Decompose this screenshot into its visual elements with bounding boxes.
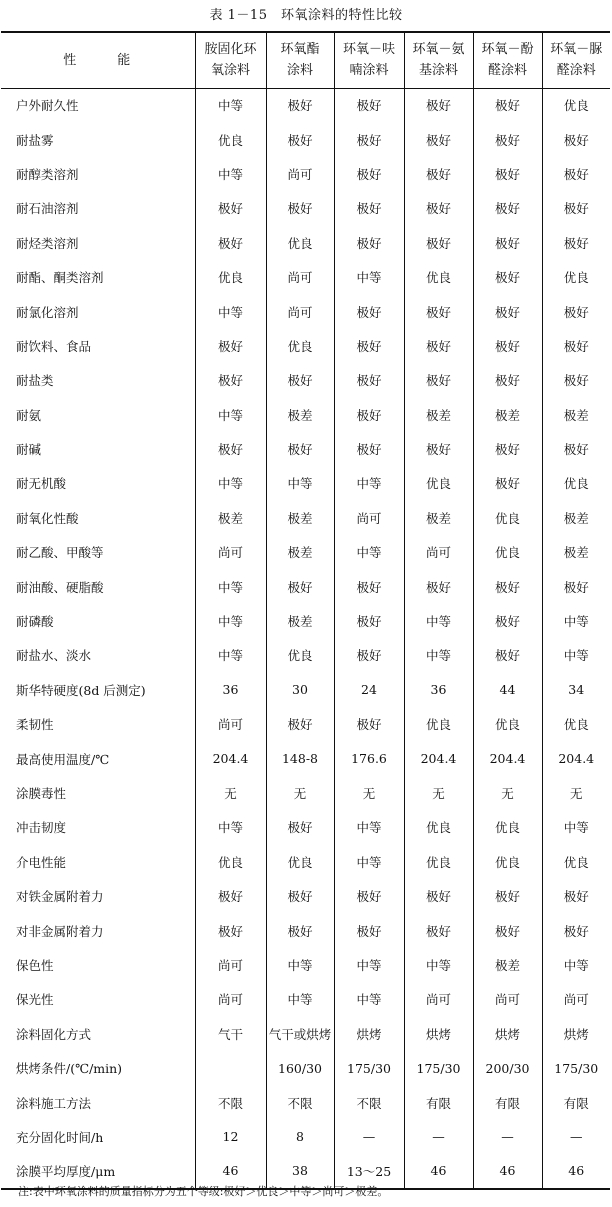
table-cell: 优良 <box>473 535 542 569</box>
table-row <box>1 707 610 741</box>
table-cell: 13～25 <box>334 1154 404 1188</box>
table-cell: 中等 <box>195 88 266 122</box>
table-cell: 极好 <box>542 432 610 466</box>
table-cell: 38 <box>266 1154 334 1188</box>
table-cell: 极好 <box>266 569 334 603</box>
table-cell: 烘烤 <box>473 1017 542 1051</box>
table-cell: 极好 <box>542 294 610 328</box>
table-cell: 极好 <box>195 913 266 947</box>
table-cell: 极好 <box>266 122 334 156</box>
table-row <box>1 604 610 638</box>
table-cell: 优良 <box>266 845 334 879</box>
table-cell: 无 <box>542 776 610 810</box>
table-cell: 极好 <box>404 329 473 363</box>
table-cell <box>195 1051 266 1085</box>
table-cell: 极好 <box>473 294 542 328</box>
table-cell: 尚可 <box>334 501 404 535</box>
table-cell: 46 <box>404 1154 473 1188</box>
table-cell: 极好 <box>266 191 334 225</box>
table-cell: 极好 <box>473 466 542 500</box>
table-cell: 极好 <box>404 226 473 260</box>
table-cell: — <box>334 1120 404 1154</box>
table-cell: 有限 <box>404 1085 473 1119</box>
header-line: 环氧酯 <box>280 42 320 58</box>
table-cell: 极好 <box>195 879 266 913</box>
table-cell: 极好 <box>473 432 542 466</box>
table-cell: 极好 <box>473 88 542 122</box>
row-property-label: 斯华特硬度(8d 后测定) <box>16 682 146 698</box>
row-property-label: 涂膜毒性 <box>16 786 67 801</box>
table-cell: 优良 <box>266 226 334 260</box>
header-line: 基涂料 <box>418 63 458 79</box>
table-cell: 极差 <box>266 535 334 569</box>
table-cell: 极好 <box>404 191 473 225</box>
table-cell: 尚可 <box>404 535 473 569</box>
table-cell: 中等 <box>195 157 266 191</box>
table-cell: 极好 <box>334 569 404 603</box>
table-row <box>1 810 610 844</box>
table-cell: 36 <box>404 673 473 707</box>
row-property-label: 柔韧性 <box>16 717 54 733</box>
row-property-label: 对铁金属附着力 <box>16 889 104 905</box>
header-line: 环氧－氨 <box>412 42 465 58</box>
header-line: 环氧－脲 <box>550 42 603 58</box>
table-cell: 极好 <box>334 879 404 913</box>
table-footnote: 注:表中环氧涂料的质量指标分为五个等级:极好＞优良＞中等＞尚可＞极差。 <box>18 1185 389 1198</box>
table-cell: 中等 <box>334 845 404 879</box>
header-property <box>1 32 195 88</box>
table-caption: 表 1－15 环氧涂料的特性比较 <box>209 8 403 23</box>
table-row <box>1 501 610 535</box>
table-cell: 极好 <box>473 191 542 225</box>
header-line: 醛涂料 <box>556 63 596 79</box>
row-property-label: 涂膜平均厚度/μm <box>1 1154 195 1188</box>
table-cell: 204.4 <box>473 741 542 775</box>
table-cell: 极好 <box>195 191 266 225</box>
table-cell: 极好 <box>266 879 334 913</box>
row-property-label: 耐氯化溶剂 <box>16 304 79 320</box>
table-cell: 极好 <box>473 157 542 191</box>
table-cell: 尚可 <box>195 948 266 982</box>
table-cell: 中等 <box>334 982 404 1016</box>
table-cell: 极好 <box>334 398 404 432</box>
table-row <box>1 1017 610 1051</box>
table-cell: 极好 <box>266 810 334 844</box>
table-cell: 优良 <box>404 260 473 294</box>
table-cell: 极好 <box>334 226 404 260</box>
table-cell: 尚可 <box>266 260 334 294</box>
table-cell: 极好 <box>195 329 266 363</box>
row-property-label: 冲击韧度 <box>16 820 67 836</box>
table-cell: 烘烤 <box>542 1017 610 1051</box>
table-cell: 优良 <box>473 845 542 879</box>
table-cell: 极好 <box>404 294 473 328</box>
table-cell: — <box>404 1120 473 1154</box>
table-cell: 极好 <box>195 363 266 397</box>
table-cell: 尚可 <box>195 707 266 741</box>
table-cell: 极好 <box>404 363 473 397</box>
table-cell: 烘烤 <box>334 1017 404 1051</box>
table-cell: 极好 <box>473 363 542 397</box>
row-property-label: 耐盐雾 <box>16 132 54 148</box>
table-cell: 优良 <box>473 810 542 844</box>
row-property-label: 烘烤条件/(℃/min) <box>16 1061 123 1077</box>
table-cell: 极好 <box>334 294 404 328</box>
table-row <box>1 1085 610 1119</box>
table-row <box>1 157 610 191</box>
table-cell: 极好 <box>542 363 610 397</box>
table-cell: 极好 <box>334 707 404 741</box>
table-cell: 中等 <box>195 638 266 672</box>
table-cell: 尚可 <box>195 982 266 1016</box>
table-cell: 烘烤 <box>404 1017 473 1051</box>
table-cell: 优良 <box>266 329 334 363</box>
table-cell: 中等 <box>334 535 404 569</box>
table-cell: 46 <box>195 1154 266 1188</box>
header-line: 环氧－酚 <box>481 42 534 58</box>
table-row <box>1 948 610 982</box>
table-cell: 尚可 <box>195 535 266 569</box>
table-cell: 极好 <box>542 569 610 603</box>
table-cell: 气干 <box>195 1017 266 1051</box>
table-cell: 极好 <box>473 122 542 156</box>
table-cell: 极好 <box>404 879 473 913</box>
table-cell: 极好 <box>473 329 542 363</box>
table-cell: 极好 <box>404 88 473 122</box>
table-cell: 极好 <box>334 638 404 672</box>
table-cell: 极好 <box>334 432 404 466</box>
table-row <box>1 535 610 569</box>
header-line: 环氧－呋 <box>342 42 395 58</box>
table-cell: 中等 <box>195 604 266 638</box>
table-cell: 极差 <box>542 535 610 569</box>
table-cell: 优良 <box>404 466 473 500</box>
table-cell: 优良 <box>542 466 610 500</box>
row-property-label: 涂料固化方式 <box>16 1026 92 1042</box>
table-cell: 有限 <box>473 1085 542 1119</box>
row-property-label: 耐磷酸 <box>16 614 54 630</box>
table-cell: 极差 <box>195 501 266 535</box>
table-cell: 中等 <box>542 638 610 672</box>
table-cell: 24 <box>334 673 404 707</box>
table-cell: 优良 <box>542 88 610 122</box>
table-cell: 中等 <box>195 466 266 500</box>
table-cell: 中等 <box>404 948 473 982</box>
table-cell: 无 <box>473 776 542 810</box>
table-cell: 极好 <box>334 88 404 122</box>
table-cell: 中等 <box>266 466 334 500</box>
table-cell: 中等 <box>195 569 266 603</box>
table-cell: 极好 <box>542 879 610 913</box>
table-cell: 极好 <box>404 157 473 191</box>
row-property-label: 耐烃类溶剂 <box>16 235 79 251</box>
table-cell: 200/30 <box>473 1051 542 1085</box>
table-cell: 极好 <box>542 122 610 156</box>
table-cell: 36 <box>195 673 266 707</box>
table-cell: 中等 <box>195 810 266 844</box>
table-cell: 极差 <box>473 398 542 432</box>
table-row <box>1 88 610 122</box>
table-cell: 极好 <box>542 329 610 363</box>
table-row <box>1 191 610 225</box>
table-cell: 极差 <box>542 398 610 432</box>
table-cell: 中等 <box>195 398 266 432</box>
table-cell: 中等 <box>334 260 404 294</box>
table-row <box>1 329 610 363</box>
table-cell: 极好 <box>473 604 542 638</box>
header-line: 性 能 <box>63 52 145 68</box>
header-amine-cured <box>195 32 266 88</box>
table-cell: 不限 <box>195 1085 266 1119</box>
table-cell: 中等 <box>195 294 266 328</box>
table-cell: 46 <box>542 1154 610 1188</box>
table-cell: 优良 <box>473 501 542 535</box>
table-cell: 8 <box>266 1120 334 1154</box>
table-cell: 极好 <box>473 226 542 260</box>
row-property-label: 耐油酸、硬脂酸 <box>16 579 104 595</box>
table-cell: 160/30 <box>266 1051 334 1085</box>
table-cell: 极差 <box>473 948 542 982</box>
table-cell: 极好 <box>473 879 542 913</box>
row-property-label: 保色性 <box>16 957 54 973</box>
table-cell: 优良 <box>404 707 473 741</box>
table-row <box>1 294 610 328</box>
header-line: 胺固化环 <box>204 42 257 58</box>
table-cell: 175/30 <box>542 1051 610 1085</box>
row-property-label: 耐石油溶剂 <box>16 201 79 217</box>
table-row <box>1 638 610 672</box>
table-cell: 极好 <box>266 88 334 122</box>
table-cell: 中等 <box>542 810 610 844</box>
table-cell: 无 <box>404 776 473 810</box>
table-cell: 极好 <box>266 363 334 397</box>
table-cell: 中等 <box>542 604 610 638</box>
table-cell: 176.6 <box>334 741 404 775</box>
table-cell: 极好 <box>473 638 542 672</box>
table-cell: 极好 <box>334 363 404 397</box>
table-cell: 204.4 <box>195 741 266 775</box>
row-property-label: 耐酯、酮类溶剂 <box>16 270 104 286</box>
table-cell: 极好 <box>473 260 542 294</box>
row-property-label: 耐盐类 <box>16 373 54 389</box>
table-cell: 中等 <box>334 810 404 844</box>
table-cell: 尚可 <box>404 982 473 1016</box>
table-cell: 中等 <box>404 604 473 638</box>
table-row <box>1 398 610 432</box>
table-cell: 气干或烘烤 <box>266 1017 334 1051</box>
table-cell: 极好 <box>266 432 334 466</box>
table-row <box>1 913 610 947</box>
table-cell: 极好 <box>334 604 404 638</box>
table-cell: 极差 <box>542 501 610 535</box>
table-cell: 12 <box>195 1120 266 1154</box>
table-cell: 尚可 <box>266 294 334 328</box>
table-cell: — <box>473 1120 542 1154</box>
header-epoxy-urea <box>542 32 610 88</box>
header-epoxy-amino <box>404 32 473 88</box>
table-cell: 中等 <box>266 948 334 982</box>
table-cell: 无 <box>334 776 404 810</box>
table-row <box>1 776 610 810</box>
table-cell: 极好 <box>334 157 404 191</box>
table-row <box>1 260 610 294</box>
table-cell: 极好 <box>542 157 610 191</box>
table-cell: 极好 <box>334 122 404 156</box>
table-cell: 极好 <box>473 913 542 947</box>
table-cell: 极差 <box>266 398 334 432</box>
table-cell: 极好 <box>542 191 610 225</box>
table-cell: — <box>542 1120 610 1154</box>
table-cell: 极好 <box>195 226 266 260</box>
header-epoxy-furan <box>334 32 404 88</box>
table-cell: 极好 <box>542 913 610 947</box>
table-cell: 优良 <box>195 260 266 294</box>
table-cell: 极好 <box>266 913 334 947</box>
table-cell: 204.4 <box>542 741 610 775</box>
row-property-label: 涂料施工方法 <box>16 1095 92 1111</box>
table-row <box>1 982 610 1016</box>
table-cell: 极好 <box>266 707 334 741</box>
table-cell: 极好 <box>404 913 473 947</box>
row-property-label: 耐氧化性酸 <box>16 510 79 526</box>
table-cell: 46 <box>473 1154 542 1188</box>
table-cell: 优良 <box>473 707 542 741</box>
header-line: 醛涂料 <box>487 63 527 79</box>
table-cell: 无 <box>266 776 334 810</box>
table-cell: 不限 <box>266 1085 334 1119</box>
table-row <box>1 122 610 156</box>
table-header-row <box>1 32 610 88</box>
table-cell: 148-8 <box>266 741 334 775</box>
table-cell: 175/30 <box>404 1051 473 1085</box>
row-property-label: 户外耐久性 <box>16 98 79 114</box>
table-row <box>1 673 610 707</box>
table-cell: 有限 <box>542 1085 610 1119</box>
row-property-label: 充分固化时间/h <box>16 1129 104 1145</box>
table-cell: 极好 <box>404 432 473 466</box>
table-cell: 175/30 <box>334 1051 404 1085</box>
header-epoxy-ester <box>266 32 334 88</box>
table-cell: 34 <box>542 673 610 707</box>
table-cell: 极好 <box>195 432 266 466</box>
table-cell: 极差 <box>404 398 473 432</box>
table-row <box>1 466 610 500</box>
table-cell: 极好 <box>334 329 404 363</box>
table-row <box>1 363 610 397</box>
table-cell: 优良 <box>266 638 334 672</box>
table-cell: 优良 <box>542 845 610 879</box>
table-row <box>1 879 610 913</box>
table-cell: 尚可 <box>542 982 610 1016</box>
epoxy-coating-comparison-table <box>1 31 610 1190</box>
table-cell: 极差 <box>404 501 473 535</box>
table-cell: 优良 <box>195 845 266 879</box>
table-row <box>1 1120 610 1154</box>
table-cell: 30 <box>266 673 334 707</box>
table-cell: 优良 <box>542 707 610 741</box>
header-line: 涂料 <box>286 63 313 79</box>
table-cell: 优良 <box>195 122 266 156</box>
table-cell: 优良 <box>404 810 473 844</box>
table-cell: 极好 <box>542 226 610 260</box>
header-epoxy-phenolic <box>473 32 542 88</box>
row-property-label: 最高使用温度/℃ <box>16 751 110 767</box>
table-row <box>1 845 610 879</box>
table-cell: 极好 <box>404 569 473 603</box>
table-cell: 极差 <box>266 501 334 535</box>
row-property-label: 耐醇类溶剂 <box>16 166 79 182</box>
table-cell: 无 <box>195 776 266 810</box>
table-cell: 极差 <box>266 604 334 638</box>
header-line: 喃涂料 <box>349 63 389 79</box>
table-row <box>1 432 610 466</box>
row-property-label: 耐盐水、淡水 <box>16 648 92 664</box>
header-line: 氧涂料 <box>210 63 250 79</box>
table-cell: 尚可 <box>473 982 542 1016</box>
table-row <box>1 1051 610 1085</box>
table-row <box>1 569 610 603</box>
table-cell: 中等 <box>404 638 473 672</box>
table-cell: 中等 <box>542 948 610 982</box>
table-cell: 中等 <box>334 948 404 982</box>
table-row <box>1 741 610 775</box>
table-body <box>1 88 610 1189</box>
table-cell: 不限 <box>334 1085 404 1119</box>
table-cell: 优良 <box>542 260 610 294</box>
table-row <box>1 226 610 260</box>
row-property-label: 对非金属附着力 <box>16 923 104 939</box>
row-property-label: 保光性 <box>16 992 54 1008</box>
table-cell: 极好 <box>334 913 404 947</box>
row-property-label: 耐乙酸、甲酸等 <box>16 545 104 561</box>
table-cell: 极好 <box>473 569 542 603</box>
table-cell: 44 <box>473 673 542 707</box>
table-cell: 优良 <box>404 845 473 879</box>
table-cell: 极好 <box>404 122 473 156</box>
table-cell: 204.4 <box>404 741 473 775</box>
row-property-label: 耐饮料、食品 <box>16 338 92 354</box>
table-cell: 尚可 <box>266 157 334 191</box>
row-property-label: 介电性能 <box>16 854 67 870</box>
row-property-label: 耐氨 <box>16 407 42 423</box>
row-property-label: 耐碱 <box>16 442 42 458</box>
table-cell: 中等 <box>266 982 334 1016</box>
table-cell: 极好 <box>334 191 404 225</box>
row-property-label: 耐无机酸 <box>16 476 67 492</box>
table-cell: 中等 <box>334 466 404 500</box>
